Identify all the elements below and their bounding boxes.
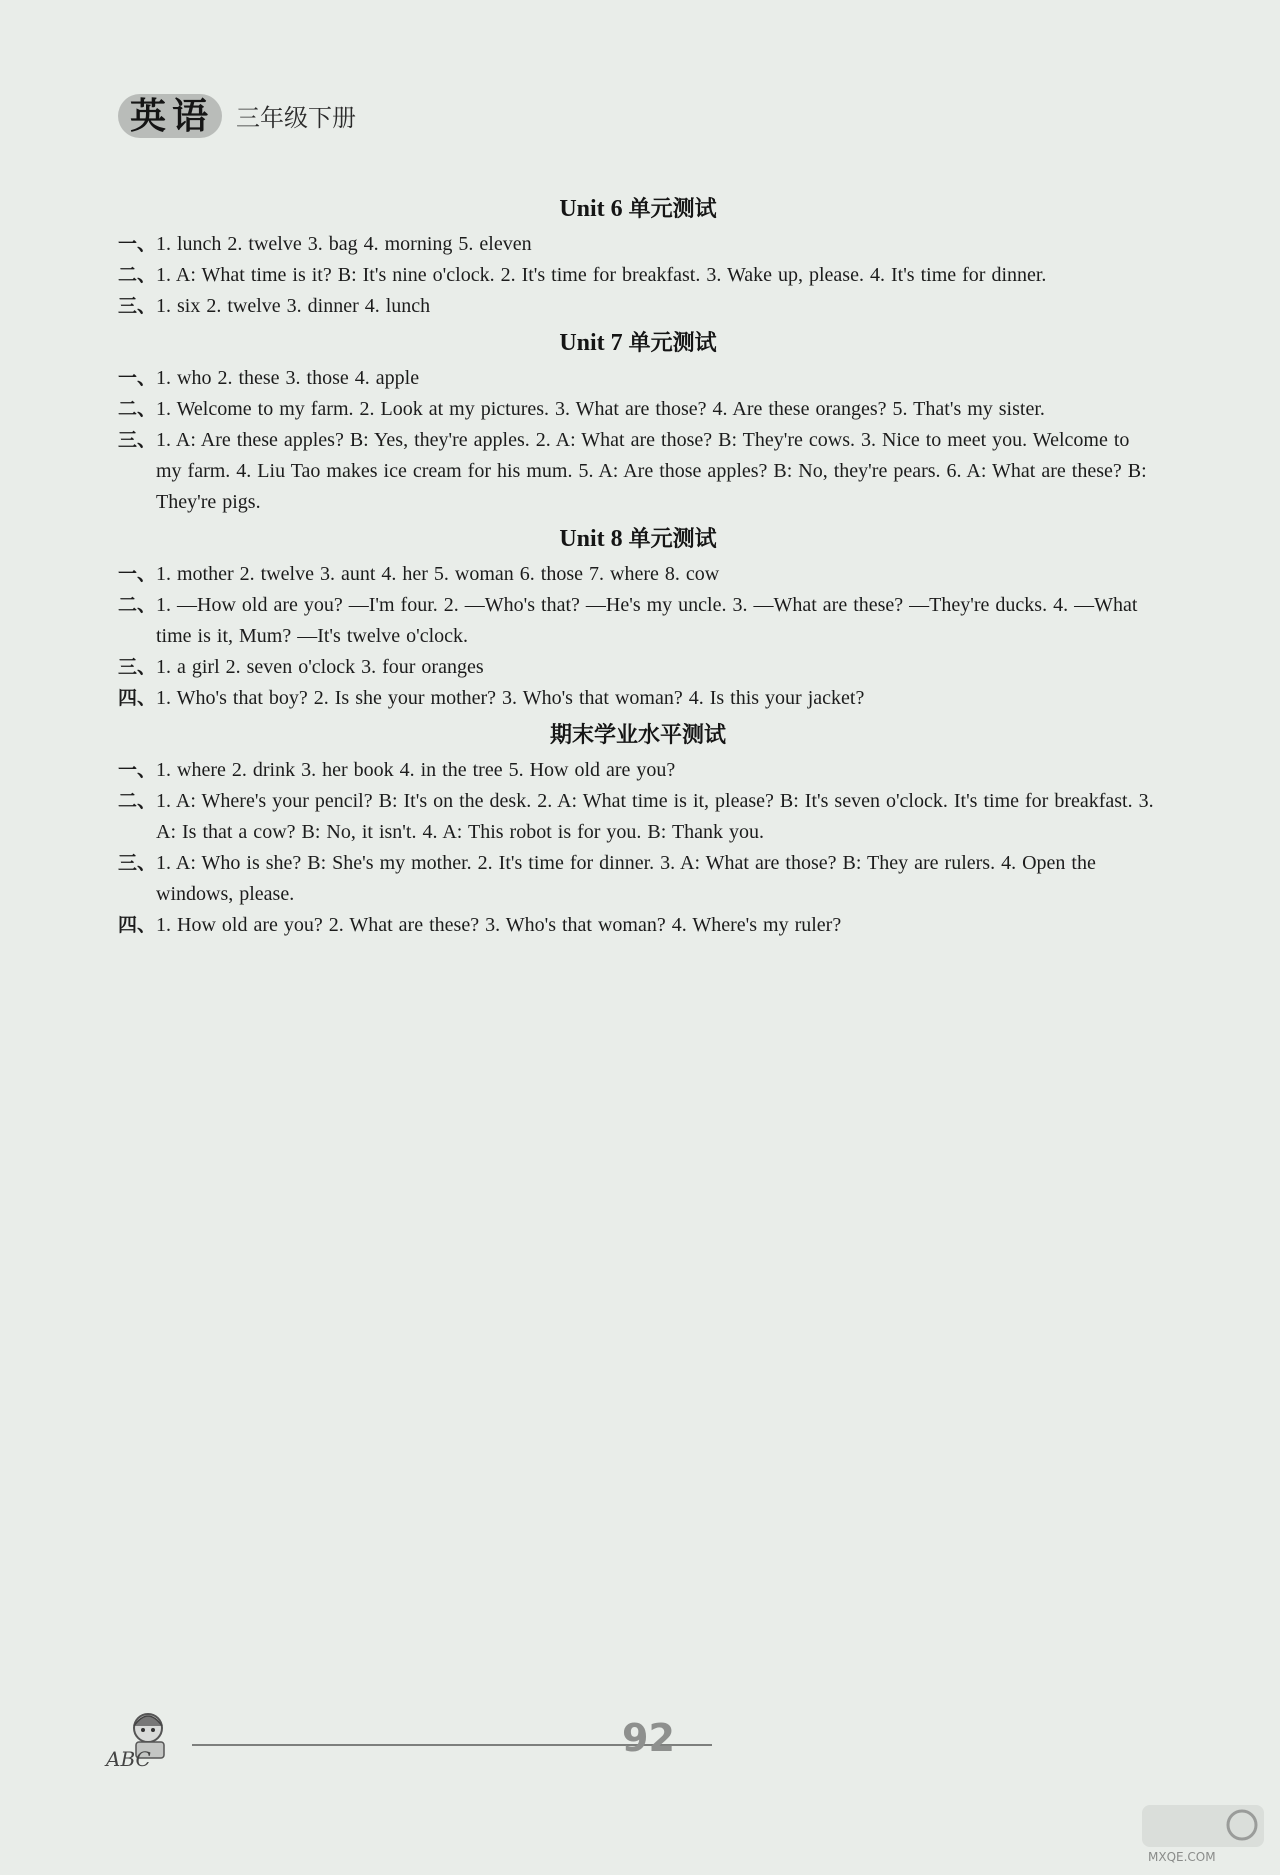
watermark-logo	[1138, 1797, 1268, 1867]
answer-part	[118, 786, 1158, 848]
page-header	[118, 84, 518, 154]
part-text: 1. —How old are you? —I'm four. 2. —Who's that? —He's my uncle. 3. —What are these? —They're ducks. 4. —What time is it, Mum? —It's twelve o'clock.	[156, 594, 1138, 647]
section-title	[118, 524, 1158, 555]
section-title	[118, 720, 1158, 751]
answer-part	[118, 425, 1158, 518]
answer-content	[118, 188, 1158, 941]
section-title-suffix: 单元测试	[628, 527, 717, 552]
part-number: 一、	[118, 759, 157, 781]
answer-part	[118, 590, 1158, 652]
watermark-text: MXQE.COM	[1148, 1850, 1216, 1864]
part-text: 1. six 2. twelve 3. dinner 4. lunch	[156, 295, 431, 317]
part-number: 二、	[118, 594, 157, 616]
page-footer	[100, 1700, 700, 1820]
part-number: 三、	[118, 295, 157, 317]
answer-part	[118, 559, 1158, 590]
part-text: 1. lunch 2. twelve 3. bag 4. morning 5. eleven	[156, 233, 532, 255]
part-text: 1. Welcome to my farm. 2. Look at my pictures. 3. What are those? 4. Are these oranges? 5. That's my sister.	[156, 398, 1045, 420]
part-number: 三、	[118, 656, 157, 678]
part-text: 1. who 2. these 3. those 4. apple	[156, 367, 420, 389]
section-title-suffix: 期末学业水平测试	[549, 723, 726, 748]
part-text: 1. mother 2. twelve 3. aunt 4. her 5. woman 6. those 7. where 8. cow	[156, 563, 720, 585]
answer-part	[118, 652, 1158, 683]
part-number: 二、	[118, 790, 157, 812]
part-text: 1. A: Who is she? B: She's my mother. 2. It's time for dinner. 3. A: What are those? B: They are rulers. 4. Open the windows, please.	[156, 852, 1096, 905]
section-unit-6	[118, 194, 1158, 322]
mascot-letters: ABC	[106, 1747, 151, 1771]
part-number: 一、	[118, 367, 157, 389]
part-text: 1. A: Are these apples? B: Yes, they're apples. 2. A: What are those? B: They're cows. 3. Nice to meet you. Welcome to my farm. 4. Liu Tao makes ice cream for his mum. 5. A: Are those apples? B: No, they're pears. 6. A: What are these? B: They're pigs.	[156, 429, 1147, 513]
part-number: 三、	[118, 852, 157, 874]
section-unit-7	[118, 328, 1158, 518]
section-unit-8	[118, 524, 1158, 714]
section-title-suffix: 单元测试	[628, 331, 717, 356]
section-title	[118, 194, 1158, 225]
answer-part	[118, 755, 1158, 786]
subject-title: 英语	[130, 96, 215, 137]
part-number: 三、	[118, 429, 157, 451]
part-text: 1. Who's that boy? 2. Is she your mother? 3. Who's that woman? 4. Is this your jacket?	[156, 687, 865, 709]
section-title	[118, 328, 1158, 359]
answer-part	[118, 848, 1158, 910]
part-text: 1. How old are you? 2. What are these? 3. Who's that woman? 4. Where's my ruler?	[156, 914, 842, 936]
part-number: 二、	[118, 398, 157, 420]
answer-part	[118, 394, 1158, 425]
answer-part	[118, 363, 1158, 394]
part-text: 1. A: What time is it? B: It's nine o'clock. 2. It's time for breakfast. 3. Wake up, please. 4. It's time for dinner.	[156, 264, 1047, 286]
answer-part	[118, 291, 1158, 322]
section-title-prefix: Unit 8	[559, 526, 623, 552]
section-title-prefix: Unit 7	[559, 330, 623, 356]
page-number: 92	[622, 1716, 675, 1760]
section-final-test	[118, 720, 1158, 941]
section-title-prefix: Unit 6	[559, 196, 623, 222]
grade-label: 三年级下册	[236, 104, 356, 132]
section-title-suffix: 单元测试	[628, 197, 717, 222]
part-text: 1. a girl 2. seven o'clock 3. four oranges	[156, 656, 484, 678]
part-text: 1. A: Where's your pencil? B: It's on the desk. 2. A: What time is it, please? B: It's seven o'clock. It's time for breakfast. 3. A: Is that a cow? B: No, it isn't. 4. A: This robot is for you. B: Thank you.	[156, 790, 1154, 843]
answer-part	[118, 260, 1158, 291]
part-number: 二、	[118, 264, 157, 286]
part-number: 一、	[118, 233, 157, 255]
part-number: 一、	[118, 563, 157, 585]
part-text: 1. where 2. drink 3. her book 4. in the tree 5. How old are you?	[156, 759, 676, 781]
reading-child-mascot-icon	[100, 1700, 180, 1790]
answer-part	[118, 683, 1158, 714]
answer-part	[118, 229, 1158, 260]
part-number: 四、	[118, 914, 157, 936]
part-number: 四、	[118, 687, 157, 709]
answer-part	[118, 910, 1158, 941]
